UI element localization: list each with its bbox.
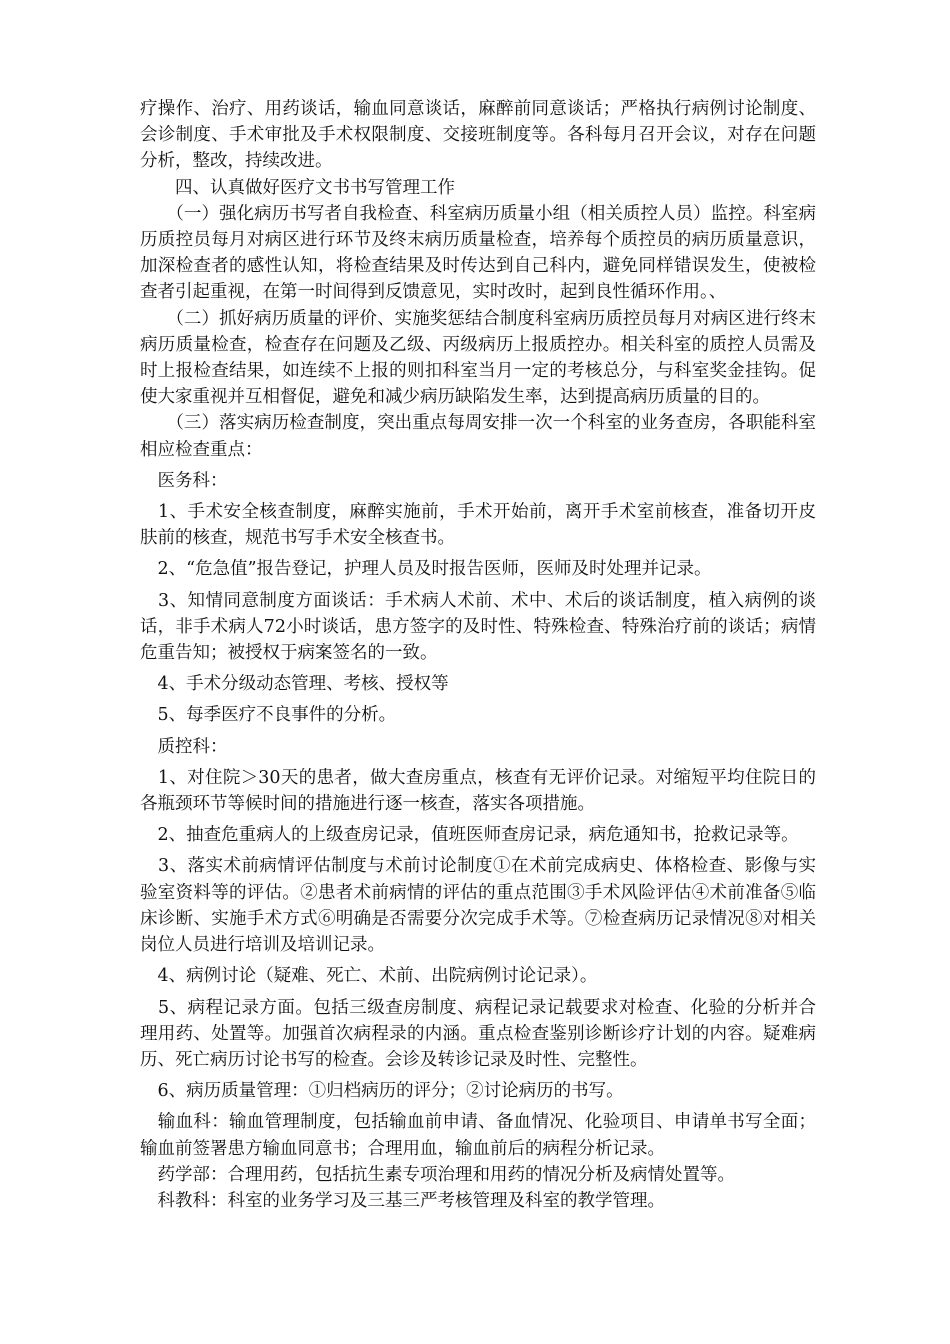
- dept-heading-medical-affairs: 医务科：: [140, 470, 228, 491]
- subsection-2: （二）抓好病历质量的评价、实施奖惩结合制度科室病历质控员每月对病区进行终末病历质量检查，检查存在问题及乙级、丙级病历上报质控办。相关科室的质控人员需及时上报检查结果，如连续不上报的则扣科室当月一定的考核总分，与科室奖金挂钩。促使大家重视并互相督促，避免和减少病历缺陷发生率，达到提高病历质量的目的。: [140, 308, 816, 408]
- medical-affairs-item-2: 2、“危急值”报告登记，护理人员及时报告医师，医师及时处理并记录。: [140, 559, 712, 580]
- quality-control-item-1: 1、对住院＞30天的患者，做大查房重点，核查有无评价记录。对缩短平均住院日的各瓶颈环节等候时间的措施进行逐一核查，落实各项措施。: [140, 767, 816, 815]
- medical-affairs-item-4: 4、手术分级动态管理、考核、授权等: [140, 674, 449, 695]
- medical-affairs-item-5: 5、每季医疗不良事件的分析。: [140, 705, 397, 726]
- medical-affairs-item-3: 3、知情同意制度方面谈话：手术病人术前、术中、术后的谈话制度，植入病例的谈话，非手术病人72小时谈话，患方签字的及时性、特殊检查、特殊治疗前的谈话；病情危重告知；被授权于病案签名的一致。: [140, 590, 816, 664]
- quality-control-item-4: 4、病例讨论（疑难、死亡、术前、出院病例讨论记录）。: [140, 966, 598, 987]
- dept-education: 科教科：科室的业务学习及三基三严考核管理及科室的教学管理。: [140, 1190, 665, 1211]
- dept-transfusion: 输血科：输血管理制度，包括输血前申请、备血情况、化验项目、申请单书写全面；输血前签署患方输血同意书；合理用血，输血前后的病程分析记录。: [140, 1112, 816, 1159]
- dept-heading-quality-control: 质控科：: [140, 736, 228, 757]
- document-page: [140, 96, 816, 1214]
- quality-control-item-2: 2、抽查危重病人的上级查房记录，值班医师查房记录，病危通知书，抢救记录等。: [140, 825, 799, 846]
- quality-control-item-6: 6、病历质量管理：①归档病历的评分；②讨论病历的书写。: [140, 1081, 624, 1102]
- subsection-1: （一）强化病历书写者自我检查、科室病历质量小组（相关质控人员）监控。科室病历质控员每月对病区进行环节及终末病历质量检查，培养每个质控员的病历质量意识，加深检查者的感性认知，将检查结果及时传达到自己科内，避免同样错误发生，使被检查者引起重视，在第一时间得到反馈意见，实时改时，起到良性循环作用。、: [140, 203, 816, 303]
- medical-affairs-item-1: 1、手术安全核查制度，麻醉实施前，手术开始前，离开手术室前核查，准备切开皮肤前的核查，规范书写手术安全核查书。: [140, 502, 816, 549]
- quality-control-item-5: 5、病程记录方面。包括三级查房制度、病程记录记载要求对检查、化验的分析并合理用药、处置等。加强首次病程录的内涵。重点检查鉴别诊断诊疗计划的内容。疑难病历、死亡病历讨论书写的检查。会诊及转诊记录及时性、完整性。: [140, 997, 816, 1070]
- section-heading-4: 四、认真做好医疗文书书写管理工作: [140, 177, 455, 198]
- quality-control-item-3: 3、落实术前病情评估制度与术前讨论制度①在术前完成病史、体格检查、影像与实验室资料等的评估。②患者术前病情的评估的重点范围③手术风险评估④术前准备⑤临床诊断、实施手术方式⑥明确是否需要分次完成手术等。⑦检查病历记录情况⑧对相关岗位人员进行培训及培训记录。: [140, 856, 816, 956]
- paragraph-continuation: 疗操作、治疗、用药谈话，输血同意谈话，麻醉前同意谈话；严格执行病例讨论制度、会诊制度、手术审批及手术权限制度、交接班制度等。各科每月召开会议，对存在问题分析，整改，持续改进。: [140, 99, 816, 172]
- subsection-3: （三）落实病历检查制度，突出重点每周安排一次一个科室的业务查房，各职能科室相应检查重点：: [140, 413, 816, 460]
- dept-pharmacy: 药学部：合理用药，包括抗生素专项治理和用药的情况分析及病情处置等。: [140, 1164, 735, 1185]
